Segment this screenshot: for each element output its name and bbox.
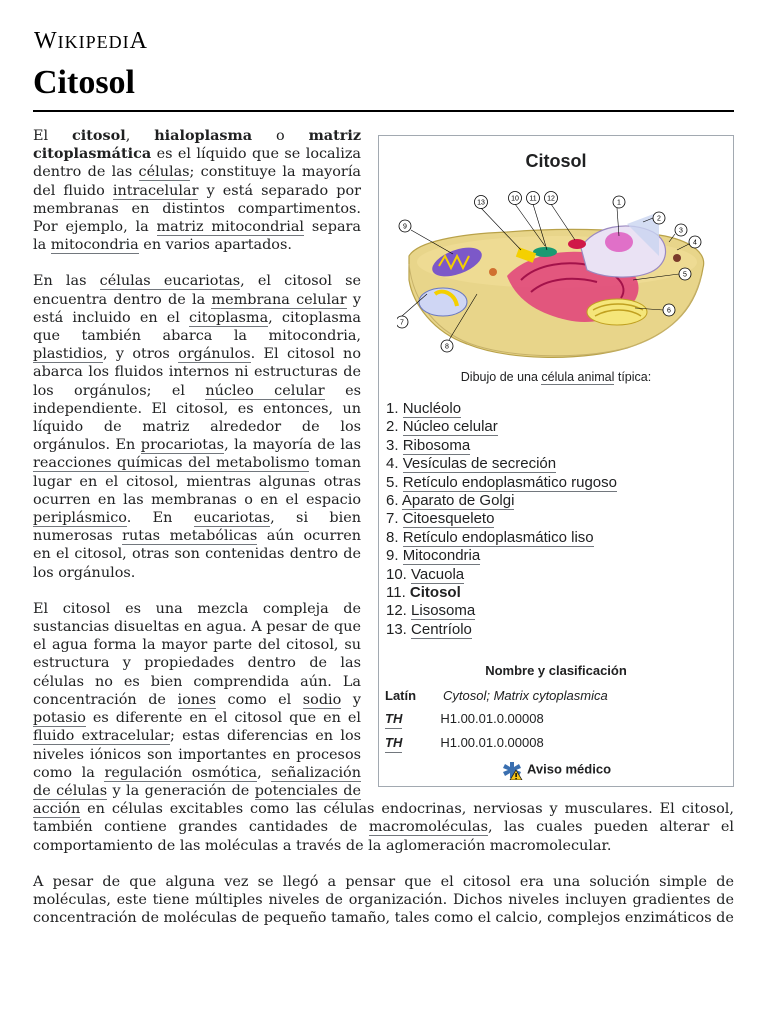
infobox-title: Citosol — [525, 151, 587, 171]
svg-text:8: 8 — [445, 343, 449, 351]
article-link[interactable]: sodio — [302, 691, 342, 708]
paragraph: El citosol es una mezcla compleja de sustancias disueltas en agua. A pesar de que el agua forma la mayor parte del citosol, su estructura y propiedades dentro de las células no es bien comprendida aún. La concentración de iones como el sodio y potasio es diferente en el citosol que en el fluido extracelular; estas diferencias en los niveles iónicos son importantes en procesos como la regulación osmótica, señalización de células y la generación de potenciales de acción en células excitables como las células endocrinas, nerviosas y musculares. El citosol, también contiene grandes cantidades de macromoléculas, las cuales pueden alterar el comportamiento de las moléculas a través de la aglomeración macromolecular. — [33, 600, 734, 854]
article-link[interactable]: procariotas — [140, 437, 225, 454]
legend-item: 6. Aparato de Golgi — [386, 492, 515, 510]
svg-text:9: 9 — [403, 223, 407, 231]
legend-item: 1. Nucléolo — [386, 400, 462, 417]
legend-item: 13. Centríolo — [386, 620, 472, 638]
legend-item: 7. Citoesqueleto — [386, 510, 495, 528]
paragraph: El citosol, hialoplasma o matriz citoplasmática es el líquido que se localiza dentro de las células; constituye la mayoría del fluido intracelular y está separado por membranas en distintos compartimentos. Por ejemplo, la matriz mitocondrial separa la mitocondria en varios apartados. — [33, 127, 361, 254]
paragraph: A pesar de que alguna vez se llegó a pensar que el citosol era una solución simple de moléculas, este tiene múltiples niveles de organización. Dichos niveles incluyen gradientes de concentración de moléculas de pequeño tamaño, tales como el calcio, complejos enzimáticos de — [33, 873, 734, 927]
logo-letters: IKIPEDI — [57, 32, 130, 52]
article-link[interactable]: citoplasma — [189, 309, 269, 326]
article-link[interactable]: matriz mitocondrial — [156, 219, 304, 236]
article-link[interactable]: señalización de células — [33, 764, 361, 799]
article-link[interactable]: potasio — [33, 710, 86, 727]
article-body — [33, 127, 734, 945]
organelle-legend — [386, 400, 617, 639]
logo-letter: W — [34, 28, 58, 54]
svg-text:6: 6 — [667, 307, 671, 315]
caption-link[interactable]: célula animal — [541, 370, 615, 384]
article-link[interactable]: núcleo celular — [205, 382, 325, 399]
article-link[interactable]: mitocondria — [50, 237, 139, 254]
svg-text:1: 1 — [617, 199, 621, 207]
legend-item: 10. Vacuola — [386, 565, 465, 583]
paragraph: En las células eucariotas, el citosol se encuentra dentro de la membrana celular y está incluido en el citoplasma, citoplasma que también abarca la mitocondria, plastidios, y otros orgánulos. El citosol no abarca los fluidos internos ni estructuras de los orgánulos; el núcleo celular es independiente. El citosol, es entonces, un líquido de matriz alrededor de los orgánulos. En procariotas, la mayoría de las reacciones químicas del metabolismo toman lugar en el citosol, mientras algunas otras ocurren en las membranas o en el espacio periplásmico. En eucariotas, si bien numerosas rutas metabólicas aún ocurren en el citosol, otras son contenidas dentro de los orgánulos. — [33, 273, 362, 581]
th-row: TH H1.00.01.0.00008 — [385, 734, 544, 753]
svg-text:11: 11 — [529, 195, 537, 203]
article-link[interactable]: orgánulos — [178, 346, 251, 363]
page-title: Citosol — [33, 64, 135, 101]
latin-row: Latín Cytosol; Matrix cytoplasmica — [385, 688, 608, 703]
article-link[interactable]: reacciones químicas del metabolismo — [33, 455, 310, 472]
article-link[interactable]: rutas metabólicas — [122, 528, 258, 545]
article-link[interactable]: células — [138, 164, 190, 181]
legend-item: 9. Mitocondria — [386, 547, 481, 565]
svg-text:5: 5 — [683, 271, 687, 279]
svg-text:10: 10 — [511, 195, 519, 203]
svg-text:3: 3 — [679, 227, 683, 235]
legend-item: 4. Vesículas de secreción — [386, 455, 557, 473]
legend-item: 2. Núcleo celular — [386, 418, 498, 436]
animal-cell-illustration[interactable] — [397, 184, 713, 364]
medical-warning-icon — [501, 760, 523, 780]
article-link[interactable]: macromoléculas — [368, 819, 488, 836]
title-rule — [33, 110, 734, 112]
wikipedia-logo[interactable] — [34, 28, 148, 55]
infobox — [378, 135, 734, 787]
article-link[interactable]: potenciales de acción — [33, 782, 361, 818]
infobox-caption: Dibujo de una célula animal típica: — [460, 370, 652, 384]
legend-item: 5. Retículo endoplasmático rugoso — [386, 473, 617, 491]
svg-text:2: 2 — [657, 215, 661, 223]
medical-disclaimer-link[interactable]: Aviso médico — [379, 760, 733, 780]
article-link[interactable]: regulación osmótica — [104, 764, 258, 781]
th-row: TH H1.00.01.0.00008 — [385, 710, 544, 729]
svg-text:12: 12 — [547, 195, 555, 203]
article-link[interactable]: eucariotas — [193, 510, 271, 527]
article-link[interactable]: membrana celular — [211, 291, 347, 308]
svg-text:4: 4 — [693, 239, 697, 247]
article-link[interactable]: periplásmico — [33, 510, 127, 527]
svg-text:13: 13 — [477, 199, 485, 207]
legend-item: 12. Lisosoma — [386, 602, 476, 620]
classification-heading: Nombre y clasificación — [485, 663, 627, 678]
article-link[interactable]: intracelular — [112, 182, 199, 199]
svg-text:7: 7 — [400, 319, 404, 327]
logo-letter: A — [129, 28, 148, 54]
legend-item: 11. Citosol — [386, 584, 461, 602]
legend-item: 8. Retículo endoplasmático liso — [386, 528, 594, 546]
article-link[interactable]: fluido extracelular — [33, 728, 171, 745]
legend-item: 3. Ribosoma — [386, 436, 471, 454]
article-link[interactable]: plastidios — [33, 346, 104, 363]
article-link[interactable]: iones — [177, 691, 216, 708]
article-link[interactable]: células eucariotas — [99, 273, 241, 290]
